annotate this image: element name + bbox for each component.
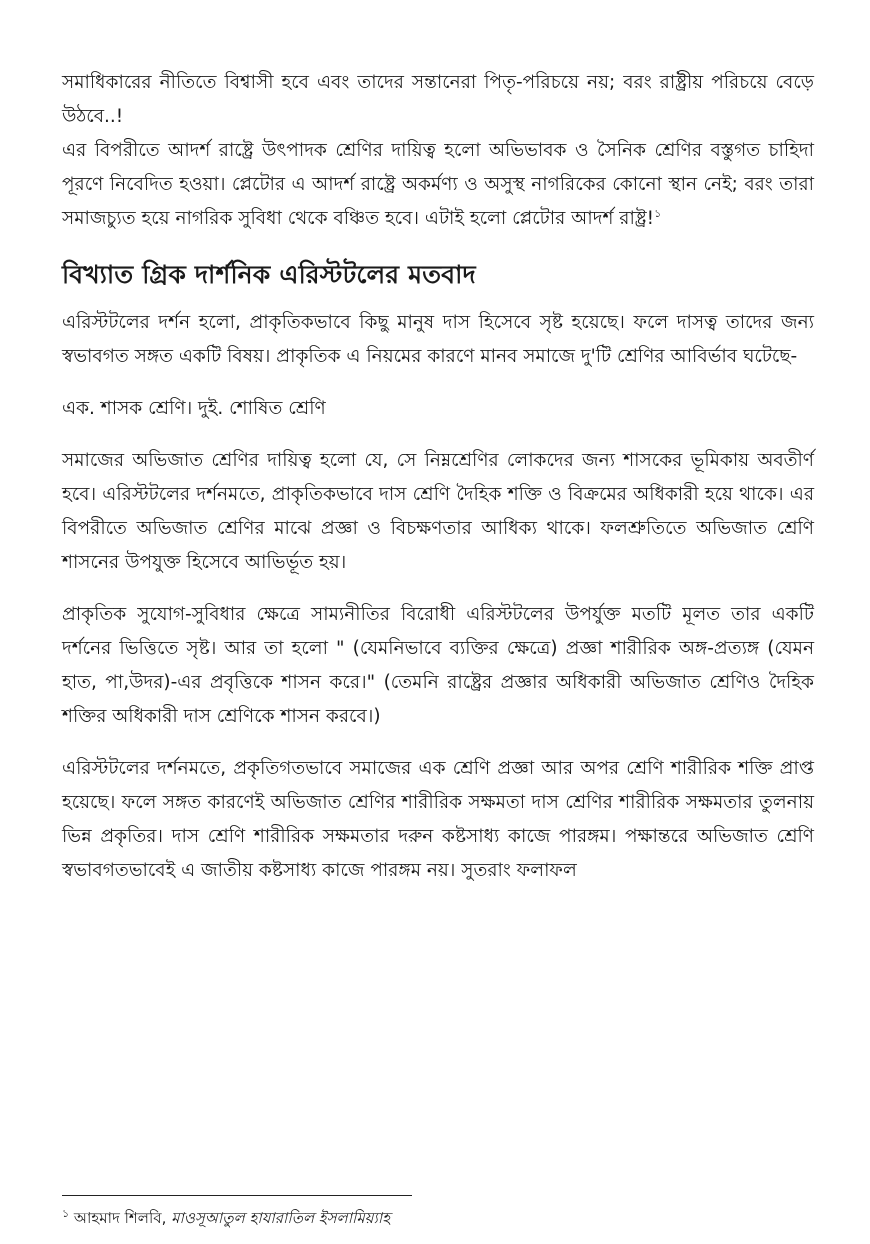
page-body: [62, 66, 814, 888]
paragraph: সমাধিকারের নীতিতে বিশ্বাসী হবে এবং তাদের সন্তানেরা পিতৃ-পরিচয়ে নয়; বরং রাষ্ট্রীয় পরিচয়ে বেড়ে উঠবে..!: [62, 72, 814, 127]
section-heading: বিখ্যাত গ্রিক দার্শনিক এরিস্টটলের মতবাদ: [62, 260, 476, 289]
paragraph: সমাজের অভিজাত শ্রেণির দায়িত্ব হলো যে, সে নিম্নশ্রেণির লোকদের জন্য শাসকের ভূমিকায় অবতীর্ণ হবে। এরিস্টটলের দর্শনমতে, প্রাকৃতিকভাবে দাস শ্রেণি দৈহিক শক্তি ও বিক্রমের অধিকারী হয়ে থাকে। এর বিপরীতে অভিজাত শ্রেণির মাঝে প্রজ্ঞা ও বিচক্ষণতার আধিক্য থাকে। ফলশ্রুতিতে অভিজাত শ্রেণি শাসনের উপযুক্ত হিসেবে আভির্ভূত হয়।: [62, 450, 814, 573]
paragraph-text: এর বিপরীতে আদর্শ রাষ্ট্রে উৎপাদক শ্রেণির দায়িত্ব হলো অভিভাবক ও সৈনিক শ্রেণির বস্তুগত চাহিদা পূরণে নিবেদিত হওয়া। প্লেটোর এ আদর্শ রাষ্ট্রে অকর্মণ্য ও অসুস্থ নাগরিকের কোনো স্থান নেই; বরং তারা সমাজচ্যুত হয়ে নাগরিক সুবিধা থেকে বঞ্চিত হবে। এটাই হলো প্লেটোর আদর্শ রাষ্ট্র!: [62, 140, 814, 229]
paragraph: প্রাকৃতিক সুযোগ-সুবিধার ক্ষেত্রে সাম্যনীতির বিরোধী এরিস্টটলের উপর্যুক্ত মতটি মূলত তার একটি দর্শনের ভিত্তিতে সৃষ্ট। আর তা হলো " (যেমনিভাবে ব্যক্তির ক্ষেত্রে) প্রজ্ঞা শারীরিক অঙ্গ-প্রত্যঙ্গ (যেমন হাত, পা,উদর)-এর প্রবৃত্তিকে শাসন করে।" (তেমনি রাষ্ট্রের প্রজ্ঞার অধিকারী অভিজাত শ্রেণিও দৈহিক শক্তির অধিকারী দাস শ্রেণিকে শাসন করবে।): [62, 604, 814, 727]
paragraph: [62, 134, 814, 236]
paragraph: এরিস্টটলের দর্শনমতে, প্রকৃতিগতভাবে সমাজের এক শ্রেণি প্রজ্ঞা আর অপর শ্রেণি শারীরিক শক্তি প্রাপ্ত হয়েছে। ফলে সঙ্গত কারণেই অভিজাত শ্রেণির শারীরিক সক্ষমতা দাস শ্রেণির শারীরিক সক্ষমতার তুলনায় ভিন্ন প্রকৃতির। দাস শ্রেণি শারীরিক সক্ষমতার দরুন কষ্টসাধ্য কাজে পারঙ্গম। পক্ষান্তরে অভিজাত শ্রেণি স্বভাবগতভাবেই এ জাতীয় কষ্টসাধ্য কাজে পারঙ্গম নয়। সুতরাং ফলাফল: [62, 758, 814, 881]
paragraph: এরিস্টটলের দর্শন হলো, প্রাকৃতিকভাবে কিছু মানুষ দাস হিসেবে সৃষ্ট হয়েছে। ফলে দাসত্ব তাদের জন্য স্বভাবগত সঙ্গত একটি বিষয়। প্রাকৃতিক এ নিয়মের কারণে মানব সমাজে দু'টি শ্রেণির আবির্ভাব ঘটেছে-: [62, 312, 814, 367]
footnote: [62, 1207, 814, 1229]
paragraph: এক. শাসক শ্রেণি। দুই. শোষিত শ্রেণি: [62, 398, 326, 419]
footnote-marker: ১: [62, 1207, 70, 1220]
footnote-divider: [62, 1195, 412, 1196]
footnote-ref[interactable]: ১: [654, 206, 662, 220]
footnote-author: আহমাদ শিলবি,: [73, 1209, 167, 1227]
footnote-title: মাওসূআতুল হাযারাতিল ইসলামিয়্যাহ: [171, 1209, 391, 1227]
